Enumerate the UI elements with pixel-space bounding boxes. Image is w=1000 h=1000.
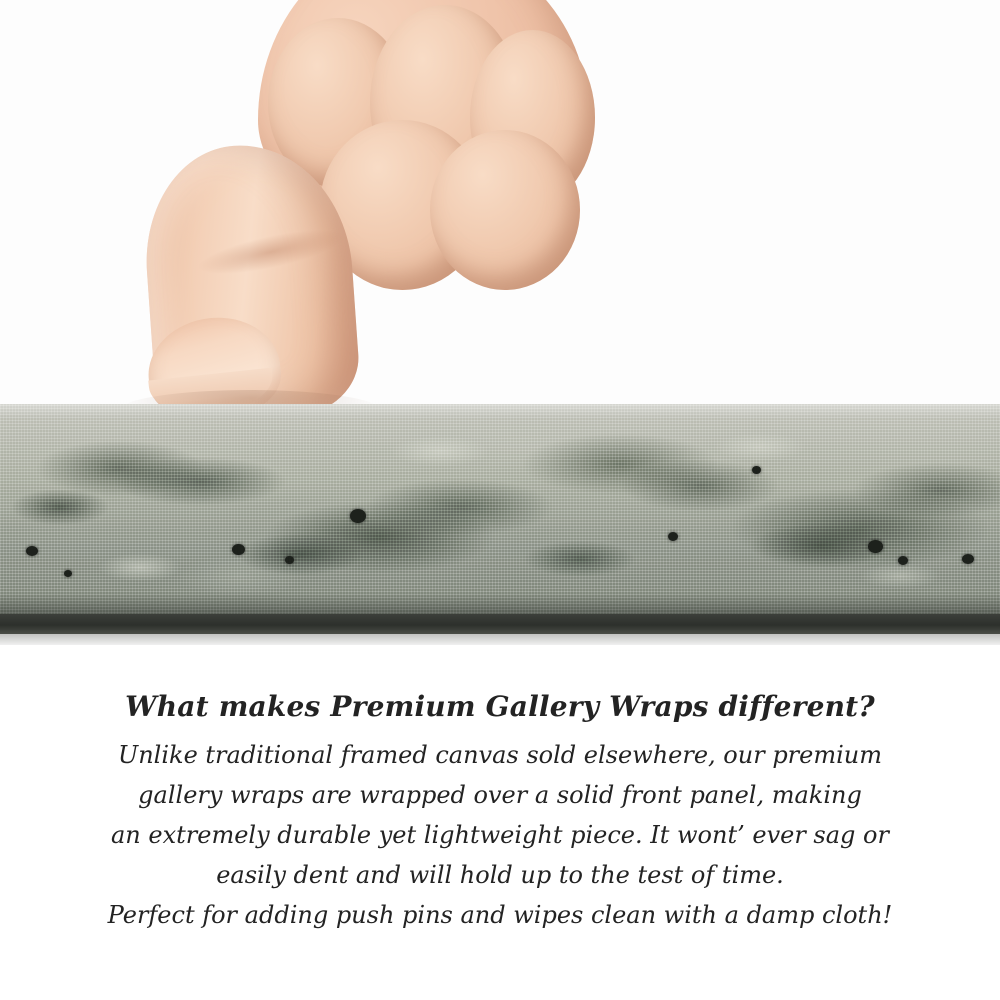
canvas-weave-texture — [0, 404, 1000, 619]
canvas-speck — [285, 556, 294, 564]
knuckle-five — [430, 130, 580, 290]
canvas-speck — [868, 540, 883, 553]
canvas-speck — [962, 554, 974, 564]
caption-line: gallery wraps are wrapped over a solid front panel, making — [138, 781, 862, 809]
canvas-drop-shadow — [0, 634, 1000, 645]
caption-line: an extremely durable yet lightweight piece. It wont’ ever sag or — [111, 821, 889, 849]
caption-block — [0, 690, 1000, 935]
canvas-speck — [232, 544, 245, 555]
caption-line: easily dent and will hold up to the test of time. — [216, 861, 784, 889]
canvas-speck — [26, 546, 38, 556]
canvas-edge-strip — [0, 404, 1000, 619]
canvas-speck — [350, 509, 366, 523]
canvas-top-highlight — [0, 404, 1000, 418]
hand-illustration — [0, 0, 1000, 430]
caption-line: Unlike traditional framed canvas sold elsewhere, our premium — [117, 741, 882, 769]
caption-line: Perfect for adding push pins and wipes clean with a damp cloth! — [107, 901, 893, 929]
caption-heading: What makes Premium Gallery Wraps different? — [125, 690, 875, 723]
canvas-speck — [668, 532, 678, 541]
canvas-speck — [64, 570, 72, 577]
canvas-panel-edge — [0, 614, 1000, 634]
canvas-speck — [898, 556, 908, 565]
canvas-speck — [752, 466, 761, 474]
